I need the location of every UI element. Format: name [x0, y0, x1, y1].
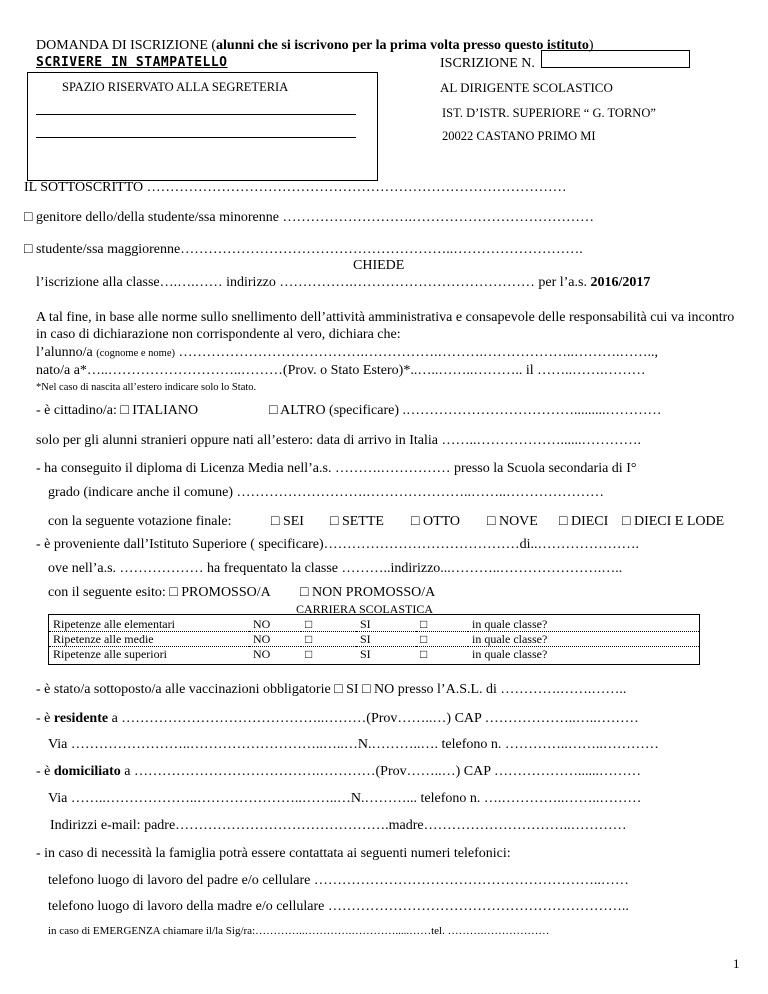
page-title [36, 38, 594, 54]
votazione-label: con la seguente votazione finale: [48, 514, 232, 529]
si-label: SI [356, 647, 416, 662]
row-label: Ripetenze alle medie [49, 632, 249, 647]
voto-sette-checkbox[interactable]: □ SETTE [330, 514, 384, 529]
via-domicilio-field[interactable]: Via ……..………………..…………………..……..…N.………... telefono n. ….…………..……..……… [48, 791, 642, 806]
title-close: ) [588, 38, 594, 53]
chiede-heading: CHIEDE [353, 258, 405, 273]
segreteria-line-1[interactable] [36, 114, 356, 115]
tel-madre-field[interactable]: telefono luogo di lavoro della madre e/o cellulare ……………………………………………………….. [48, 899, 629, 914]
no-label: NO [249, 632, 301, 647]
studente-option[interactable]: □ studente/ssa maggiorenne…………………………………………………..………………………. [24, 242, 583, 257]
iscrizione-label: ISCRIZIONE N. [440, 56, 535, 71]
proveniente-field[interactable]: - è proveniente dall’Istituto Superiore ( specificare)……………………………………di..…………………. [36, 537, 640, 552]
alunno-field[interactable] [36, 345, 658, 361]
grado-field[interactable]: grado (indicare anche il comune) ……………………….…………………..……..………………… [48, 485, 605, 500]
domiciliato-field[interactable] [36, 764, 641, 780]
title-text: DOMANDA DI ISCRIZIONE ( [36, 38, 217, 53]
alunno-dots: ………………………………….…………….……….………………..……….…….., [175, 345, 658, 360]
carriera-table [49, 617, 699, 661]
no-checkbox[interactable]: □ [301, 647, 356, 662]
sottoscritto-field[interactable]: IL SOTTOSCRITTO ……………………………………………………………………………… [24, 180, 567, 195]
no-label: NO [249, 647, 301, 662]
ove-field[interactable]: ove nell’a.s. ……………… ha frequentato la classe ………..indirizzo...………..………………….….. [48, 561, 623, 576]
no-label: NO [253, 617, 271, 631]
voto-dieci-checkbox[interactable]: □ DIECI [559, 514, 609, 529]
voto-dieci-lode-checkbox[interactable]: □ DIECI E LODE [622, 514, 725, 529]
estero-note: *Nel caso di nascita all’estero indicare solo lo Stato. [36, 382, 257, 393]
alunno-label: l’alunno/a [36, 345, 97, 360]
intro-paragraph: A tal fine, in base alle norme sullo snellimento dell’attività amministrativa e consapevole delle responsabilità cui va incontro in caso di dichiarazione non corrispondente al vero, dichiara che: [36, 310, 735, 342]
cittadino-italiano-option[interactable]: - è cittadino/a: □ ITALIANO [36, 403, 199, 418]
school-year: 2016/2017 [590, 275, 651, 290]
voto-nove-checkbox[interactable]: □ NOVE [487, 514, 538, 529]
classe-question[interactable]: in quale classe? [468, 632, 699, 647]
recipient-line-1: AL DIRIGENTE SCOLASTICO [440, 80, 613, 95]
voto-sei-checkbox[interactable]: □ SEI [271, 514, 304, 529]
si-label: SI [360, 617, 371, 631]
segreteria-label: SPAZIO RISERVATO ALLA SEGRETERIA [62, 80, 289, 94]
domiciliato-dots: a ………………………………….…………(Prov……..…) CAP ………………......……… [120, 764, 641, 779]
email-field[interactable]: Indirizzi e-mail: padre……………………………………….madre…………………………..………… [50, 818, 627, 833]
emergenza-field[interactable]: in caso di EMERGENZA chiamare il/la Sig/ra:…………..………….………….....……tel. ……….……………… [48, 925, 550, 937]
stampatello-notice: SCRIVERE IN STAMPATELLO [36, 55, 228, 70]
page-number: 1 [733, 956, 740, 971]
recipient-line-3: 20022 CASTANO PRIMO MI [442, 129, 596, 143]
no-checkbox[interactable]: □ [301, 632, 356, 647]
licenza-field[interactable]: - ha conseguito il diploma di Licenza Media nell’a.s. ……….…………… presso la Scuola secondaria di I° [36, 461, 637, 476]
iscrizione-number-box[interactable] [541, 50, 690, 68]
carriera-title: CARRIERA SCOLASTICA [296, 602, 434, 616]
si-checkbox[interactable]: □ [420, 617, 428, 631]
si-checkbox[interactable]: □ [416, 647, 468, 662]
iscrizione-classe-field[interactable] [36, 275, 650, 291]
via-residenza-field[interactable]: Via ……………………..………………………..…..…N.………..…. telefono n. …………..……..………… [48, 737, 659, 752]
esito-non-promosso-option[interactable]: □ NON PROMOSSO/A [300, 585, 436, 600]
table-row [49, 617, 699, 632]
si-checkbox[interactable]: □ [416, 632, 468, 647]
classe-question[interactable]: in quale classe? [472, 617, 548, 631]
recipient-line-2: IST. D’ISTR. SUPERIORE “ G. TORNO” [442, 106, 656, 120]
table-row [49, 647, 699, 662]
si-label: SI [356, 632, 416, 647]
residente-label: residente [53, 711, 109, 726]
domiciliato-label: domiciliato [53, 764, 121, 779]
table-row [49, 632, 699, 647]
alunno-note: (cognome e nome) [96, 348, 175, 359]
row-label: Ripetenze alle superiori [49, 647, 249, 662]
residente-prefix: - è [36, 711, 54, 726]
cittadino-altro-option[interactable]: □ ALTRO (specificare) .……………………………….........………… [269, 403, 662, 418]
residente-dots: a ……………………………………..………(Prov……..…) CAP ………………..…..……… [108, 711, 639, 726]
no-checkbox[interactable]: □ [305, 617, 313, 631]
nato-field[interactable]: nato/a a*…..………………………..………(Prov. o Stato Estero)*..…..……..……….. il ……..…….……… [36, 363, 646, 378]
tel-padre-field[interactable]: telefono luogo di lavoro del padre e/o cellulare ……………………………………………………..…… [48, 873, 629, 888]
title-bold-text: alunni che si iscrivono per la prima volta presso questo istituto [216, 38, 589, 53]
residente-field[interactable] [36, 711, 639, 727]
classe-question[interactable]: in quale classe? [468, 647, 699, 662]
voto-otto-checkbox[interactable]: □ OTTO [411, 514, 461, 529]
iscrizione-classe-text: l’iscrizione alla classe….….…… indirizzo …………….………………………………… per l’a.s. [36, 275, 591, 290]
stranieri-field[interactable]: solo per gli alunni stranieri oppure nati all’estero: data di arrivo in Italia ……..………………......…………. [36, 433, 641, 448]
domiciliato-prefix: - è [36, 764, 54, 779]
vaccinazioni-field[interactable]: - è stato/a sottoposto/a alle vaccinazioni obbligatorie □ SI □ NO presso l’A.S.L. di ………….…….…….. [36, 682, 627, 697]
genitore-option[interactable]: □ genitore dello/della studente/ssa minorenne ……………………….………………………………… [24, 210, 594, 225]
segreteria-line-2[interactable] [36, 137, 356, 138]
necessita-text: - in caso di necessità la famiglia potrà essere contattata ai seguenti numeri telefonici: [36, 846, 511, 861]
row-label: Ripetenze alle elementari [53, 617, 175, 631]
esito-promosso-option[interactable]: con il seguente esito: □ PROMOSSO/A [48, 585, 271, 600]
